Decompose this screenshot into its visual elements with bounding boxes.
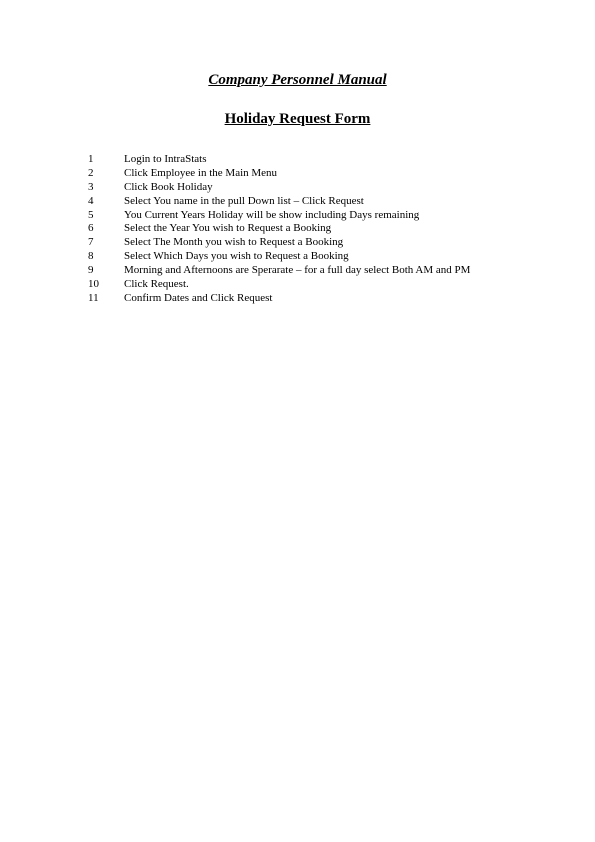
step-number: 11	[88, 291, 99, 304]
step-text: Select The Month you wish to Request a Booking	[124, 236, 344, 249]
step-text: Confirm Dates and Click Request	[124, 291, 273, 304]
step-item	[0, 292, 595, 306]
step-text: Select the Year You wish to Request a Booking	[124, 222, 332, 235]
step-text: Click Book Holiday	[124, 180, 213, 193]
step-number: 5	[88, 208, 94, 221]
step-item	[0, 209, 595, 223]
step-number: 7	[88, 236, 94, 249]
step-item	[0, 278, 595, 292]
form-title: Holiday Request Form	[224, 111, 371, 127]
step-text: Click Request.	[124, 278, 189, 291]
step-item	[0, 250, 595, 264]
document-title: Company Personnel Manual	[208, 72, 387, 88]
step-text: Select You name in the pull Down list – Click Request	[124, 194, 364, 207]
step-text: Morning and Afternoons are Sperarate – for a full day select Both AM and PM	[124, 264, 471, 277]
step-number: 2	[88, 166, 94, 179]
step-number: 6	[88, 222, 94, 235]
step-number: 9	[88, 264, 94, 277]
step-text: Click Employee in the Main Menu	[124, 166, 278, 179]
step-number: 10	[88, 278, 99, 291]
steps-list	[0, 153, 595, 306]
step-number: 4	[88, 194, 94, 207]
step-number: 8	[88, 250, 94, 263]
step-text: Login to IntraStats	[124, 153, 207, 165]
step-number: 3	[88, 180, 94, 193]
step-item	[0, 153, 595, 167]
step-item	[0, 181, 595, 195]
step-item	[0, 222, 595, 236]
step-item	[0, 167, 595, 181]
step-item	[0, 264, 595, 278]
step-item	[0, 195, 595, 209]
step-item	[0, 236, 595, 250]
step-text: Select Which Days you wish to Request a Booking	[124, 250, 349, 263]
step-text: You Current Years Holiday will be show including Days remaining	[124, 208, 420, 221]
step-number: 1	[88, 153, 94, 165]
